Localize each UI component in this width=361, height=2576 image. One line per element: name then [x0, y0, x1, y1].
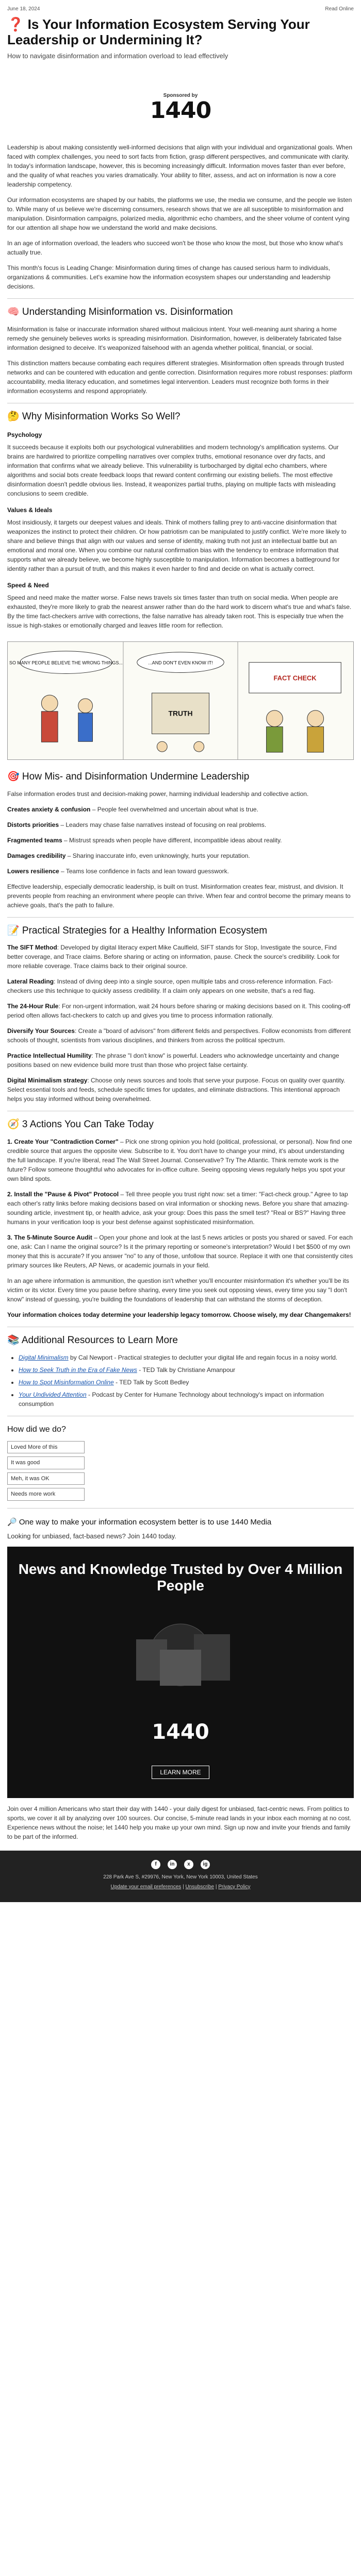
- item-key: Digital Minimalism strategy: [7, 1077, 88, 1084]
- item-value: Teams lose confidence in facts and lean toward guesswork.: [65, 867, 229, 875]
- privacy-link[interactable]: Privacy Policy: [218, 1884, 251, 1890]
- list-item: Damages credibility – Sharing inaccurate info, even unknowingly, hurts your reputation.: [7, 852, 250, 859]
- intro-para: Leadership is about making consistently well-informed decisions that align with your individual and organizational goals. When faced with complex challenges, you need to sort facts from fiction, grasp different perspectives, and communicate with clarity. In today's information landscape, however, this is becoming increasingly difficult. Information moves faster than ever before, and the quality of what reaches you varies dramatically. Your ability to filter, assess, and act on information is now a core leadership competency.: [7, 144, 353, 189]
- item-key: Creates anxiety & confusion: [7, 805, 91, 813]
- list-item: 3. The 5-Minute Source Audit – Open your phone and look at the last 5 news articles or posts you shared or saved. For each one, ask: Can I name the original source? Is it the primary reporting or someone's interpretation? Would I bet $500 of my own money that this is accurate? If you answer "no" to any of those, unfollow that source. Replace it with one that consistently cites primary sources like Reuters, AP News, or academic journals in your field.: [7, 1234, 353, 1269]
- item-key: Fragmented teams: [7, 836, 62, 844]
- poster-logo: 1440: [152, 1720, 209, 1744]
- section-para: Effective leadership, especially democratic leadership, is built on trust. Misinformation creates fear, mistrust, and division. It prevents people from reaching an environment where people can thrive. When fear and control become the primary means to achieve goals, that's the path to failure.: [7, 883, 351, 909]
- linkedin-icon[interactable]: in: [168, 1860, 177, 1869]
- section-title-resources: 📚 Additional Resources to Learn More: [7, 1335, 178, 1346]
- item-key: The 24-Hour Rule: [7, 1003, 59, 1010]
- sponsor-logo[interactable]: 1440: [150, 97, 211, 124]
- resource-link[interactable]: Digital Minimalism: [19, 1353, 69, 1361]
- divider: [7, 298, 354, 299]
- section-title-why-misinfo-works: 🤔 Why Misinformation Works So Well?: [7, 411, 180, 422]
- list-item: Practice Intellectual Humility: The phrase "I don't know" is powerful. Leaders who acknowledge uncertainty and change positions based on new evidence build more trust than those who project false certainty.: [7, 1052, 339, 1069]
- list-item: Diversify Your Sources: Create a "board of advisors" from different fields and perspectives. Follow economists from different schools of thought, scientists from various disciplines, and thinkers from across the political spectrum.: [7, 1027, 351, 1044]
- list-item: [19, 1365, 354, 1375]
- cta-subtitle: Looking for unbiased, fact-based news? Join 1440 today.: [7, 1532, 176, 1540]
- section-para: In an age where information is ammunition, the question isn't whether you'll encounter misinformation it's whether you'll be its victim or its victor. Every time you pause before sharing, every time you seek out opposing views, every time you say "I don't know" instead of guessing, you're building the foundations of leadership that can withstand the storms of deception.: [7, 1277, 349, 1303]
- list-item: [19, 1353, 354, 1362]
- intro-para: In an age of information overload, the leaders who succeed won't be those who know the most, but those who know what's actually true.: [7, 240, 343, 257]
- item-key: 1. Create Your "Contradiction Corner": [7, 1138, 119, 1146]
- item-key: The SIFT Method: [7, 944, 57, 952]
- list-item: Creates anxiety & confusion – People feel overwhelmed and uncertain about what is true.: [7, 805, 258, 813]
- poll-option[interactable]: Needs more work: [7, 1488, 85, 1501]
- resource-desc: - TED Talk by Scott Bedley: [113, 1378, 189, 1386]
- divider: [7, 1508, 354, 1509]
- facebook-icon[interactable]: f: [151, 1860, 160, 1869]
- page-subtitle: How to navigate disinformation and information overload to lead effectively: [7, 52, 228, 60]
- divider: [7, 917, 354, 918]
- cartoon-factcheck-sign: FACT CHECK: [273, 674, 317, 682]
- item-value: For non-urgent information, wait 24 hours before sharing or making decisions based on it. This cooling-off period often allows fact-checkers to catch up and gives you time to process information rationally.: [7, 1003, 351, 1020]
- list-item: Distorts priorities – Leaders may chase false narratives instead of focusing on real problems.: [7, 821, 267, 828]
- list-item: The 24-Hour Rule: For non-urgent information, wait 24 hours before sharing or making decisions based on it. This cooling-off period often allows fact-checkers to catch up and gives you time to process information rationally.: [7, 1003, 351, 1020]
- main-content: [0, 143, 361, 1841]
- section-para: This distinction matters because combating each requires different strategies. Misinformation often spreads through trusted networks and can be countered with education and gentle correction. Disinformation requires more robust responses: platform accountability, media literacy education, and sometimes legal intervention. Leaders must recognize both forms in their information ecosystems and respond appropriately.: [7, 360, 353, 395]
- list-item: Lowers resilience – Teams lose confidence in facts and lean toward guesswork.: [7, 867, 229, 875]
- social-icons: [5, 1860, 356, 1869]
- promo-poster[interactable]: [7, 1547, 354, 1798]
- section-para: False information erodes trust and decision-making power, harming individual leadership and collective action.: [7, 790, 309, 798]
- section-para: Misinformation is false or inaccurate information shared without malicious intent. Your well-meaning aunt sharing a home remedy she genuinely believes works is spreading misinformation. Disinformation, however, is deliberately fabricated false information designed to deceive. It's weaponized falsehood with an agenda whether political, financial, or social.: [7, 326, 342, 352]
- section-title-misinfo-vs-disinfo: 🧠 Understanding Misinformation vs. Disinformation: [7, 307, 233, 318]
- list-item: The SIFT Method: Developed by digital literacy expert Mike Caulfield, SIFT stands for Stop, Investigate the source, Find better coverage, and Trace claims. Before sharing or acting on information, pause. Check the source's credibility. Look for more reliable coverage. Trace claims back to their original source.: [7, 944, 340, 970]
- cartoon-bubble-2: ...AND DON'T EVEN KNOW IT!: [148, 660, 213, 666]
- footer-links: Update your email preferences | Unsubscribe | Privacy Policy: [110, 1884, 251, 1890]
- item-key: Distorts priorities: [7, 821, 59, 828]
- item-value: Sharing inaccurate info, even unknowingly, hurts your reputation.: [72, 852, 250, 859]
- poll-option[interactable]: Meh, it was OK: [7, 1472, 85, 1485]
- preferences-link[interactable]: Update your email preferences: [110, 1884, 182, 1890]
- editorial-cartoon: [7, 641, 354, 760]
- subheading-values: Values & Ideals: [7, 506, 53, 514]
- cta-title: 🔎 One way to make your information ecosystem better is to use 1440 Media: [7, 1517, 272, 1527]
- item-value: Open your phone and look at the last 5 news articles or posts you shared or saved. For each one, ask: Can I name the original source? Is it the primary reporting or someone's interpretation? Would I bet $500 of my own money that this is accurate? If you answer "no" to any of those, unfollow that source. Replace it with one that consistently cites primary sources like Reuters, AP News, or academic journals in your field.: [7, 1234, 353, 1269]
- unsubscribe-link[interactable]: Unsubscribe: [185, 1884, 215, 1890]
- item-value: People feel overwhelmed and uncertain about what is true.: [97, 805, 258, 813]
- subheading-speed: Speed & Need: [7, 581, 49, 589]
- list-item: [19, 1390, 354, 1409]
- closing-bold: [7, 1310, 354, 1319]
- cartoon-truth-sign: TRUTH: [168, 709, 193, 718]
- item-value: Tell three people you trust right now: set a timer: "Fact-check group." Agree to tap each other's ratty links before making decisions based on viral information or shocking news. Before you share that amazing-sounding article, investment tip, or health advice, ask your group: Does this pass the smell test? "Real or BS?" Having three humans in your verification loop is your best defense against sophisticated misinformation.: [7, 1191, 349, 1226]
- subheading-psychology: Psychology: [7, 431, 42, 438]
- section-title-practical-strategies: 📝 Practical Strategies for a Healthy Information Ecosystem: [7, 925, 268, 936]
- section-para: It succeeds because it exploits both our psychological vulnerabilities and modern technology's amplification systems. Our brains are hardwired to prioritize compelling narratives over complex truths, emotional resonance over dry facts, and information that confirms what we already believe. This vulnerability is turbocharged by digital echo chambers, where algorithms and social bots create feedback loops that reward content confirming our existing beliefs. The most effective disinformation doesn't peddle obvious lies. Instead, it weaponizes partial truths, playing on multiple facts with misleading conclusions to seem credible.: [7, 443, 339, 497]
- resource-link[interactable]: How to Spot Misinformation Online: [19, 1378, 114, 1386]
- instagram-icon[interactable]: ig: [201, 1860, 210, 1869]
- list-item: Digital Minimalism strategy: Choose only news sources and tools that serve your purpose. Focus on quality over quantity. Select essential tools and feeds, schedule specific times for updates, and eliminate distractions. This intentional approach helps you stay informed without being overwhelmed.: [7, 1077, 346, 1103]
- closing-bold-text: Your information choices today determine your leadership legacy tomorrow. Choose wisely, my dear Changemakers!: [7, 1311, 351, 1319]
- item-value: Developed by digital literacy expert Mike Caulfield, SIFT stands for Stop, Investigate the source, Find better coverage, and Trace claims. Before sharing or acting on information, pause. Check the source's credibility. Look for more reliable coverage. Trace claims back to their original source.: [7, 944, 340, 970]
- cartoon-bubble-1: SO MANY PEOPLE BELIEVE THE WRONG THINGS...: [9, 660, 123, 666]
- item-value: Leaders may chase false narratives instead of focusing on real problems.: [65, 821, 267, 828]
- item-key: Diversify Your Sources: [7, 1027, 75, 1035]
- item-value: Choose only news sources and tools that serve your purpose. Focus on quality over quantity. Select essential tools and feeds, schedule specific times for updates, and eliminate distractions. This intentional approach helps you stay informed without being overwhelmed.: [7, 1077, 346, 1103]
- section-title-actions-today: 🧭 3 Actions You Can Take Today: [7, 1119, 154, 1130]
- top-bar: [0, 0, 361, 15]
- resource-link[interactable]: How to Seek Truth in the Era of Fake News: [19, 1366, 137, 1374]
- read-online-link[interactable]: Read Online: [325, 6, 354, 12]
- item-key: Damages credibility: [7, 852, 66, 859]
- item-value: The phrase "I don't know" is powerful. Leaders who acknowledge uncertainty and change positions based on new evidence build more trust than those who project false certainty.: [7, 1052, 339, 1069]
- item-key: 2. Install the "Pause & Pivot" Protocol: [7, 1191, 119, 1198]
- list-item: 2. Install the "Pause & Pivot" Protocol – Tell three people you trust right now: set a timer: "Fact-check group." Agree to tap each other's ratty links before making decisions based on viral information or shocking news. Before you share that amazing-sounding article, investment tip, or health advice, ask your group: Does this pass the smell test? "Real or BS?" Having three humans in your verification loop is your best defense against sophisticated misinformation.: [7, 1191, 349, 1226]
- item-key: 3. The 5-Minute Source Audit: [7, 1234, 92, 1242]
- resource-list: [19, 1353, 354, 1409]
- item-value: Instead of diving deep into a single source, open multiple tabs and cross-reference information. Fact-checkers use this technique to quickly assess credibility. If a claim only appears on one website, that's a red flag.: [7, 978, 333, 995]
- item-value: Create a "board of advisors" from different fields and perspectives. Follow economists from different schools of thought, scientists from various disciplines, and thinkers from across the political spectrum.: [7, 1027, 351, 1044]
- issue-date: June 18, 2024: [7, 6, 40, 12]
- page-title: ❓ Is Your Information Ecosystem Serving Your Leadership or Undermining It?: [7, 16, 310, 47]
- poll-question: How did we do?: [7, 1425, 66, 1434]
- cta-body: Join over 4 million Americans who start their day with 1440 - your daily digest for unbiased, fact-centric news. From politics to sports, we cover it all by analyzing over 100 sources. Our concise, 5-minute read lands in your inbox each morning at no cost. Experience news without the noise; let 1440 help you make up your own mind. Sign up now and invite your friends and family to be part of the informed.: [7, 1805, 352, 1840]
- section-para: Speed and need make the matter worse. False news travels six times faster than truth on social media. When people are exhausted, they're more likely to grab the nearest answer rather than do the hard work to discern what's true and what's false. By the time fact-checkers arrive with corrections, the false narrative has already taken root. This is especially true when the issue is high-stakes or emotionally charged and leaves little room for reflection.: [7, 594, 352, 629]
- poll-option[interactable]: It was good: [7, 1456, 85, 1469]
- resource-link[interactable]: Your Undivided Attention: [19, 1391, 87, 1398]
- resource-desc: by Cal Newport - Practical strategies to declutter your digital life and regain focus in a noisy world.: [68, 1353, 338, 1361]
- sponsor-label: Sponsored by: [163, 93, 198, 99]
- sponsor-block: [0, 66, 361, 143]
- item-key: Lowers resilience: [7, 867, 59, 875]
- item-value: Pick one strong opinion you hold (political, professional, or personal). Now find one credible source that argues the opposite view. Subscribe to it. You don't have to change your mind, it's about understanding the full landscape. If you're liberal, read The Wall Street Journal. Conservative? Try The Atlantic. Think remote work is the future? Follow someone thoughtful who advocates for in-office culture. Seeing opposing views regularly helps you spot your own blind spots.: [7, 1138, 352, 1183]
- item-key: Lateral Reading: [7, 978, 54, 986]
- section-para: Most insidiously, it targets our deepest values and ideals. Think of mothers falling prey to anti-vaccine disinformation that weaponizes the instinct to protect their children. Or how patriotism can be manipulated to justify conflict. We're more likely to share and believe things that align with our values and sense of identity, making truth not just an intellectual battle but an emotional and moral one. When you combine our natural confirmation bias with the tendency to embrace information that supports what we already believe, we become highly susceptible to manipulation. Information becomes a battleground for identity rather than a pursuit of truth, and this makes it even harder to find and decide on what is actually correct.: [7, 518, 347, 572]
- learn-more-button[interactable]: LEARN MORE: [152, 1766, 209, 1779]
- section-title-undermine-leadership: 🎯 How Mis- and Disinformation Undermine Leadership: [7, 771, 250, 782]
- item-key: Practice Intellectual Humility: [7, 1052, 92, 1060]
- list-item: Lateral Reading: Instead of diving deep into a single source, open multiple tabs and cross-reference information. Fact-checkers use this technique to quickly assess credibility. If a claim only appears on one website, that's a red flag.: [7, 978, 333, 995]
- poster-illustration: [7, 1603, 354, 1706]
- intro-para: Our information ecosystems are shaped by our habits, the platforms we use, the media we consume, and the people we listen to. While many of us believe we're discerning consumers, research shows that we are all susceptible to misinformation and manipulation. Disinformation campaigns, polarized media, algorithmic echo chambers, and the sheer volume of content vying for our attention all shape how we understand the world and make decisions.: [7, 196, 352, 232]
- footer: [0, 1851, 361, 1902]
- footer-address: 228 Park Ave S, #29976, New York, New York 10003, United States: [103, 1874, 258, 1880]
- resource-desc: - TED Talk by Christiane Amanpour: [137, 1366, 236, 1374]
- poll-option[interactable]: Loved More of this: [7, 1441, 85, 1454]
- list-item: [19, 1378, 354, 1387]
- resource-desc: - Podcast by Center for Humane Technology about technology's impact on information consumption: [19, 1391, 324, 1408]
- poster-title: News and Knowledge Trusted by Over 4 Million People: [18, 1561, 343, 1594]
- hero: [0, 15, 361, 66]
- list-item: Fragmented teams – Mistrust spreads when people have different, incompatible ideas about reality.: [7, 836, 282, 844]
- item-value: Mistrust spreads when people have different, incompatible ideas about reality.: [69, 836, 282, 844]
- list-item: 1. Create Your "Contradiction Corner" – Pick one strong opinion you hold (political, professional, or personal). Now find one credible source that argues the opposite view. Subscribe to it. You don't have to change your mind, it's about understanding the full landscape. If you're liberal, read The Wall Street Journal. Conservative? Try The Atlantic. Think remote work is the future? Follow someone thoughtful who advocates for in-office culture. Seeing opposing views regularly helps you spot your own blind spots.: [7, 1138, 352, 1183]
- intro-para: This month's focus is Leading Change: Misinformation during times of change has caused serious harm to individuals, organizations & communities. Let's examine how the information ecosystem shapes our understanding and leadership decisions.: [7, 264, 331, 291]
- x-icon[interactable]: x: [184, 1860, 193, 1869]
